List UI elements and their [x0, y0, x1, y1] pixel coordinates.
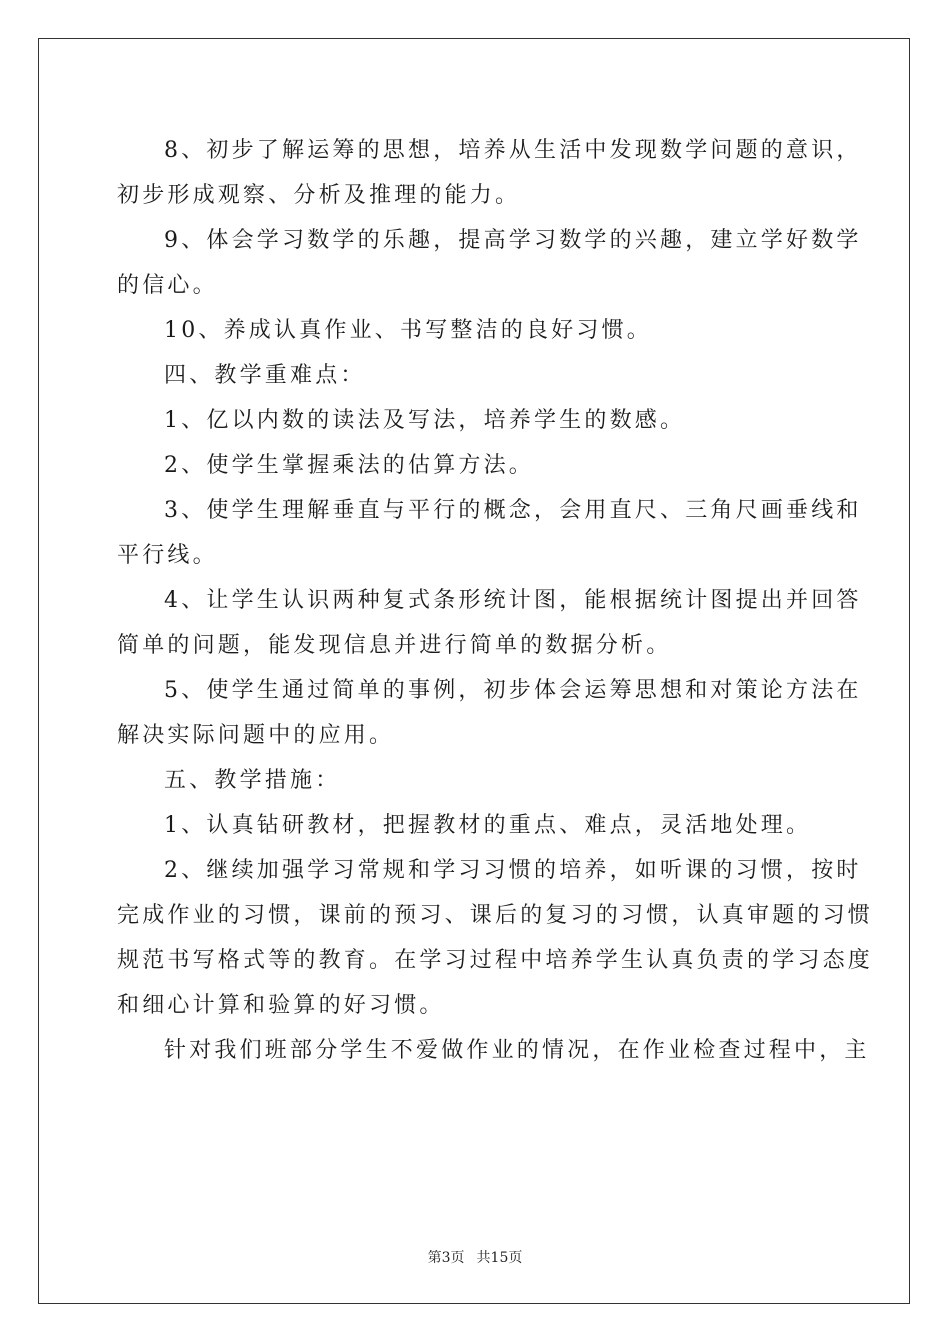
text-line: 简单的问题，能发现信息并进行简单的数据分析。: [117, 633, 672, 658]
page-footer: [0, 1247, 950, 1267]
text-line: 和细心计算和验算的好习惯。: [117, 993, 445, 1018]
paragraph-item-9: [117, 218, 862, 308]
paragraph-item-10: [117, 308, 833, 353]
text-line: 完成作业的习惯，课前的预习、课后的复习的习惯，认真审题的习惯: [117, 903, 874, 928]
text-line: 五、教学措施：: [164, 768, 341, 793]
text-line: 的信心。: [117, 273, 218, 298]
paragraph-measure-1: [117, 803, 833, 848]
paragraph-key-point-2: [117, 443, 833, 488]
paragraph-homework-note: [117, 1028, 870, 1073]
text-line: 8、初步了解运筹的思想，培养从生活中发现数学问题的意识，: [164, 138, 862, 163]
page-total: 共15页: [476, 1250, 523, 1266]
section-heading-key-points: [117, 353, 833, 398]
text-line: 10、养成认真作业、书写整洁的良好习惯。: [164, 318, 652, 343]
text-line: 9、体会学习数学的乐趣，提高学习数学的兴趣，建立学好数学: [164, 228, 862, 253]
text-line: 解决实际问题中的应用。: [117, 723, 395, 748]
text-line: 规范书写格式等的教育。在学习过程中培养学生认真负责的学习态度: [117, 948, 874, 973]
text-line: 四、教学重难点：: [164, 363, 366, 388]
paragraph-key-point-4: [117, 578, 862, 668]
text-line: 3、使学生理解垂直与平行的概念，会用直尺、三角尺画垂线和: [164, 498, 862, 523]
text-line: 1、亿以内数的读法及写法，培养学生的数感。: [164, 408, 686, 433]
page-number: 第3页: [427, 1250, 465, 1266]
text-line: 针对我们班部分学生不爱做作业的情况，在作业检查过程中，主: [164, 1038, 870, 1063]
text-line: 2、使学生掌握乘法的估算方法。: [164, 453, 534, 478]
paragraph-measure-2: [117, 848, 874, 1028]
text-line: 5、使学生通过简单的事例，初步体会运筹思想和对策论方法在: [164, 678, 862, 703]
text-line: 平行线。: [117, 543, 218, 568]
document-body: [117, 128, 874, 1073]
text-line: 1、认真钻研教材，把握教材的重点、难点，灵活地处理。: [164, 813, 812, 838]
paragraph-key-point-5: [117, 668, 862, 758]
text-line: 4、让学生认识两种复式条形统计图，能根据统计图提出并回答: [164, 588, 862, 613]
section-heading-measures: [117, 758, 833, 803]
text-line: 初步形成观察、分析及推理的能力。: [117, 183, 521, 208]
paragraph-key-point-3: [117, 488, 862, 578]
paragraph-key-point-1: [117, 398, 833, 443]
paragraph-item-8: [117, 128, 862, 218]
text-line: 2、继续加强学习常规和学习习惯的培养，如听课的习惯，按时: [164, 858, 862, 883]
